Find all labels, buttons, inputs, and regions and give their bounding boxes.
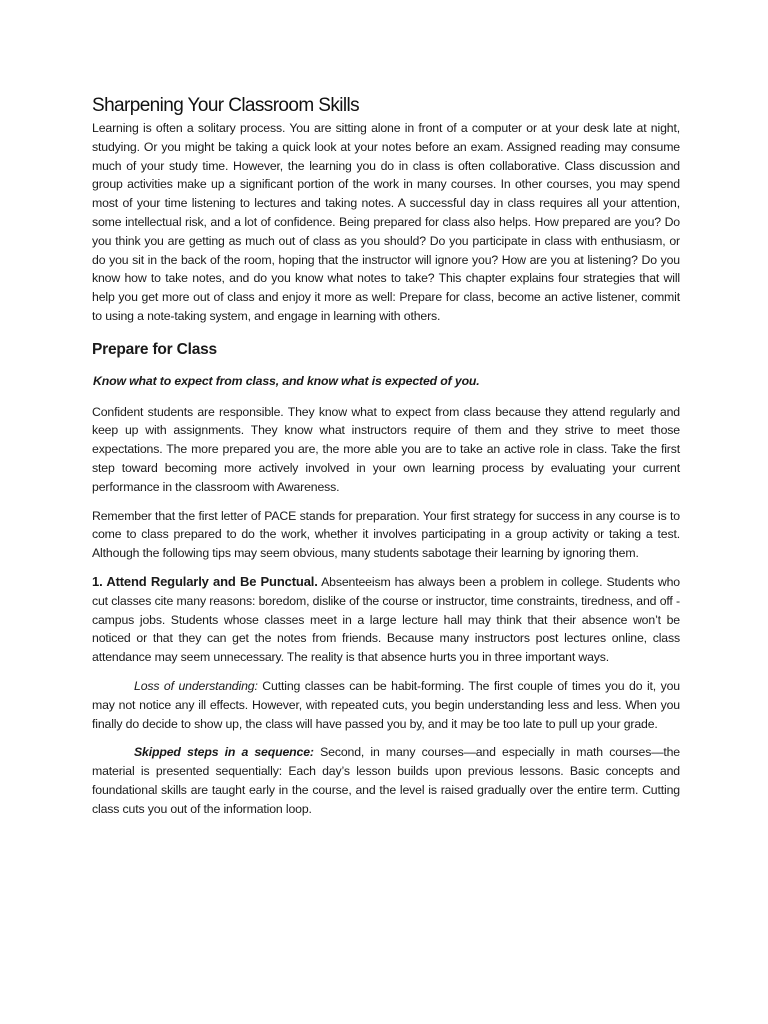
paragraph-skipped-steps (92, 743, 680, 818)
point-title: 1. Attend Regularly and Be Punctual. (92, 573, 318, 589)
document-page (92, 94, 680, 819)
loss-lead: Loss of understanding: (134, 678, 258, 693)
skipped-lead: Skipped steps in a sequence: (134, 745, 314, 760)
point-body: Absenteeism has always been a problem in college. Students who cut classes cite many reasons: boredom, dislike of the course or instructor, time constraints, tiredness, and off -campus jobs. Students whose classes meet in a large lecture hall may think that their absence won’t be noticed or that they can get the notes from friends. Because many instructors post lectures online, class attendance may seem unnecessary. The reality is that absence hurts you in three important ways. (92, 574, 680, 665)
paragraph-responsible: Confident students are responsible. They know what to expect from class because they attend regularly and keep up with assignments. They know what instructors require of them and they strive to meet those expectations. The more prepared you are, the more able you are to take an active role in class. Take the first step toward becoming more actively involved in your own learning process by evaluating your current performance in the classroom with Awareness. (92, 404, 680, 494)
section-heading: Prepare for Class (92, 340, 217, 358)
paragraph-loss-of-understanding (92, 677, 680, 733)
paragraph-pace: Remember that the first letter of PACE stands for preparation. Your first strategy for success in any course is to come to class prepared to do the work, whether it involves participating in a group activity or taking a test. Although the following tips may seem obvious, many students sabotage their learning by ignoring them. (92, 508, 680, 561)
document-title: Sharpening Your Classroom Skills (92, 95, 360, 116)
section-tagline: Know what to expect from class, and know what is expected of you. (93, 373, 480, 388)
point-attend-regularly (92, 573, 680, 667)
loss-body: Cutting classes can be habit-forming. The first couple of times you do it, you may not notice any ill effects. However, with repeated cuts, you begin understanding less and less. When you finally do decide to show up, the class will have passed you by, and it may be too late to pull up your grade. (92, 678, 680, 731)
skipped-body: Second, in many courses—and especially in math courses—the material is presented sequentially: Each day’s lesson builds upon previous lessons. Basic concepts and foundational skills are taught early in the course, and the level is raised gradually over the entire term. Cutting class cuts you out of the information loop. (92, 745, 680, 816)
intro-paragraph: Learning is often a solitary process. You are sitting alone in front of a computer or at your desk late at night, studying. Or you might be taking a quick look at your notes before an exam. Assigned reading may consume much of your study time. However, the learning you do in class is often collaborative. Class discussion and group activities make up a significant portion of the work in many courses. In other courses, you may spend most of your time listening to lectures and taking notes. A successful day in class requires all your attention, some intellectual risk, and a lot of confidence. Being prepared for class also helps. How prepared are you? Do you think you are getting as much out of class as you should? Do you participate in class with enthusiasm, or do you sit in the back of the room, hoping that the instructor will ignore you? How are you at listening? Do you know how to take notes, and do you know what notes to take? This chapter explains four strategies that will help you get more out of class and enjoy it more as well: Prepare for class, become an active listener, commit to using a note-taking system, and engage in learning with others. (92, 121, 680, 323)
